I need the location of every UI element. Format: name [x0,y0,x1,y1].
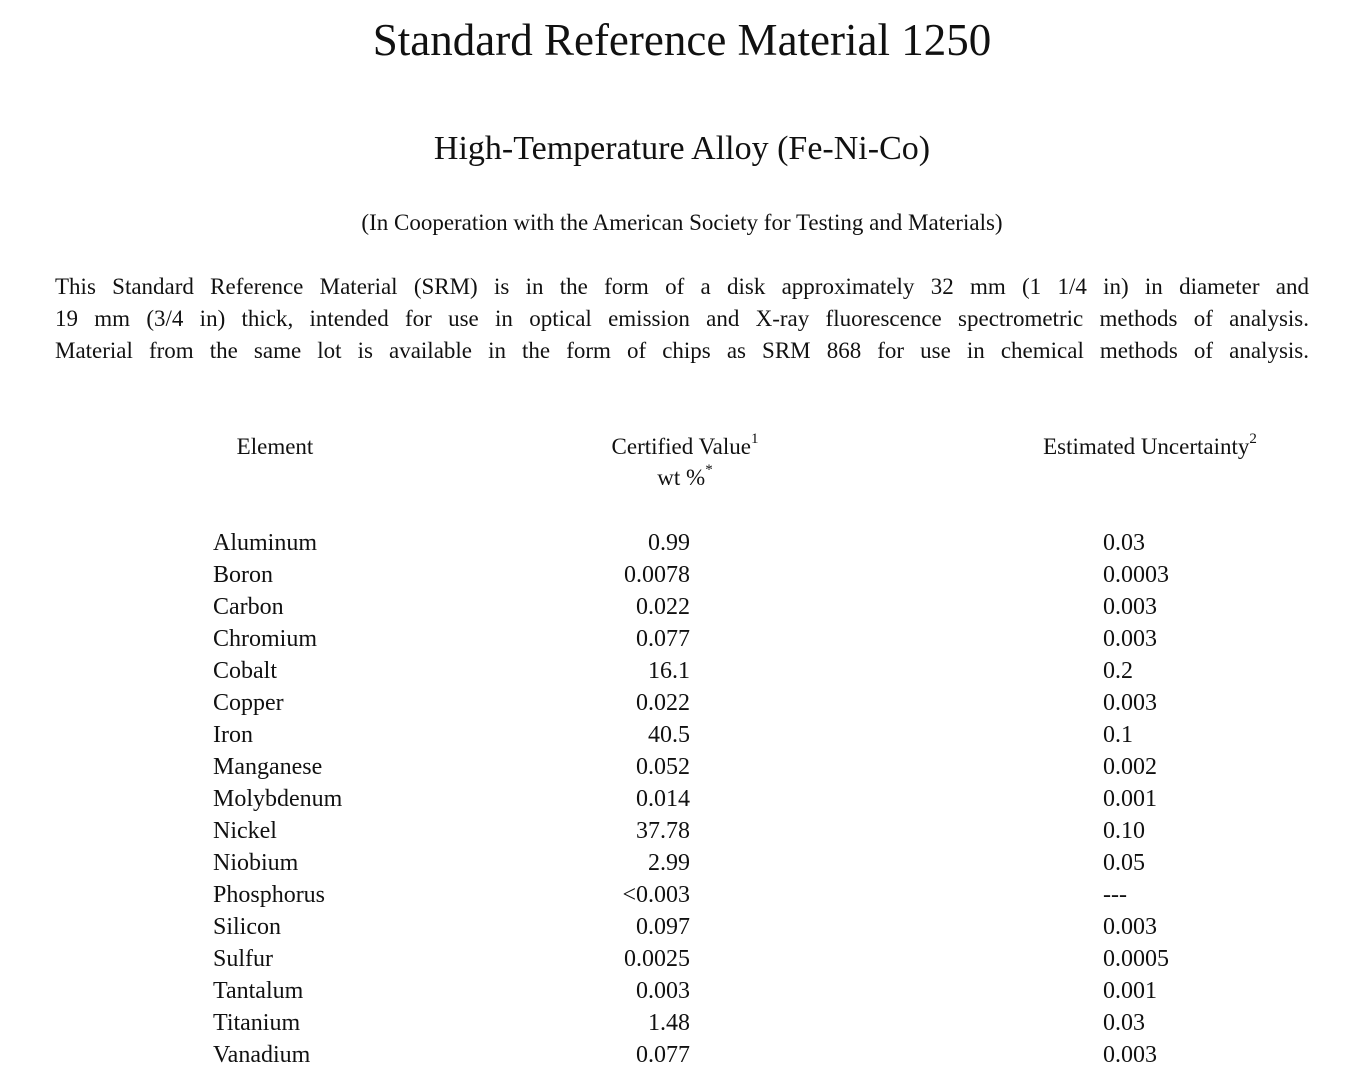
uncertainty-cell: 0.0005 [1103,946,1169,972]
certified-value-cell: 0.0078 [624,562,690,588]
table-row [0,879,1352,911]
page-title: Standard Reference Material 1250 [372,15,992,65]
uncertainty-cell: 0.05 [1103,850,1145,876]
uncertainty-cell: 0.001 [1103,978,1157,1004]
intro-line: This Standard Reference Material (SRM) is in the form of a disk approximately 32 mm (1 1/4 in) in diameter and [55,274,1309,299]
table-row [0,975,1352,1007]
table-row [0,751,1352,783]
table-row [0,719,1352,751]
element-name-cell: Boron [213,562,273,588]
certified-value-cell: 0.014 [636,786,690,812]
table-row [0,623,1352,655]
uncertainty-cell: 0.003 [1103,594,1157,620]
certified-value-cell: 37.78 [636,818,690,844]
header-element-label: Element [236,434,314,459]
footnote-marker: 2 [1249,431,1257,448]
element-name-cell: Nickel [213,818,277,844]
header-certified-line [555,431,815,462]
uncertainty-cell: 0.0003 [1103,562,1169,588]
certified-value-cell: 2.99 [648,850,690,876]
intro-paragraph [55,271,1309,367]
element-name-cell: Titanium [213,1010,301,1036]
certified-value-cell: <0.003 [622,882,690,908]
element-name-cell: Vanadium [213,1042,311,1068]
certified-value-cell: 0.022 [636,690,690,716]
table-row [0,1039,1352,1071]
header-element [200,431,350,462]
table-row [0,527,1352,559]
uncertainty-cell: 0.003 [1103,626,1157,652]
certified-value-cell: 0.003 [636,978,690,1004]
certified-value-cell: 0.052 [636,754,690,780]
table-row [0,1007,1352,1039]
element-name-cell: Niobium [213,850,299,876]
uncertainty-cell: 0.03 [1103,530,1145,556]
table-row [0,655,1352,687]
certified-value-cell: 0.022 [636,594,690,620]
table-row [0,591,1352,623]
table-row [0,943,1352,975]
certified-value-cell: 0.99 [648,530,690,556]
header-units-label: wt % [657,465,706,490]
uncertainty-cell: 0.10 [1103,818,1145,844]
element-name-cell: Manganese [213,754,323,780]
certified-values-table [0,527,1352,1071]
footnote-marker: * [705,462,713,479]
uncertainty-cell: --- [1103,882,1127,908]
table-row [0,815,1352,847]
footnote-marker: 1 [750,431,759,448]
header-units-line [555,462,815,493]
uncertainty-cell: 0.003 [1103,914,1157,940]
element-name-cell: Copper [213,690,284,716]
uncertainty-cell: 0.03 [1103,1010,1145,1036]
certified-value-cell: 1.48 [648,1010,690,1036]
uncertainty-cell: 0.1 [1103,722,1133,748]
element-name-cell: Sulfur [213,946,273,972]
uncertainty-cell: 0.003 [1103,1042,1157,1068]
element-name-cell: Molybdenum [213,786,343,812]
table-row [0,559,1352,591]
element-name-cell: Aluminum [213,530,318,556]
intro-line: 19 mm (3/4 in) thick, intended for use in optical emission and X-ray fluorescence spectrometric methods of analysis. [55,306,1309,331]
element-name-cell: Iron [213,722,253,748]
header-uncertainty-label: Estimated Uncertainty [1043,434,1250,459]
header-certified-value [555,431,815,493]
certified-value-cell: 0.097 [636,914,690,940]
uncertainty-cell: 0.002 [1103,754,1157,780]
element-name-cell: Silicon [213,914,282,940]
uncertainty-cell: 0.001 [1103,786,1157,812]
table-row [0,687,1352,719]
element-name-cell: Phosphorus [213,882,326,908]
element-name-cell: Tantalum [213,978,304,1004]
certified-value-cell: 0.0025 [624,946,690,972]
uncertainty-cell: 0.003 [1103,690,1157,716]
certified-value-cell: 0.077 [636,1042,690,1068]
header-certified-label: Certified Value [611,434,751,459]
certified-value-cell: 16.1 [648,658,690,684]
certified-value-cell: 0.077 [636,626,690,652]
table-row [0,847,1352,879]
header-uncertainty [1000,431,1300,462]
table-row [0,783,1352,815]
uncertainty-cell: 0.2 [1103,658,1133,684]
page-subtitle: High-Temperature Alloy (Fe-Ni-Co) [433,130,931,167]
certified-value-cell: 40.5 [648,722,690,748]
element-name-cell: Cobalt [213,658,277,684]
intro-line: Material from the same lot is available in the form of chips as SRM 868 for use in chemical methods of analysis. [55,338,1309,363]
cooperation-note: (In Cooperation with the American Society for Testing and Materials) [361,210,1003,235]
element-name-cell: Carbon [213,594,284,620]
table-row [0,911,1352,943]
element-name-cell: Chromium [213,626,318,652]
